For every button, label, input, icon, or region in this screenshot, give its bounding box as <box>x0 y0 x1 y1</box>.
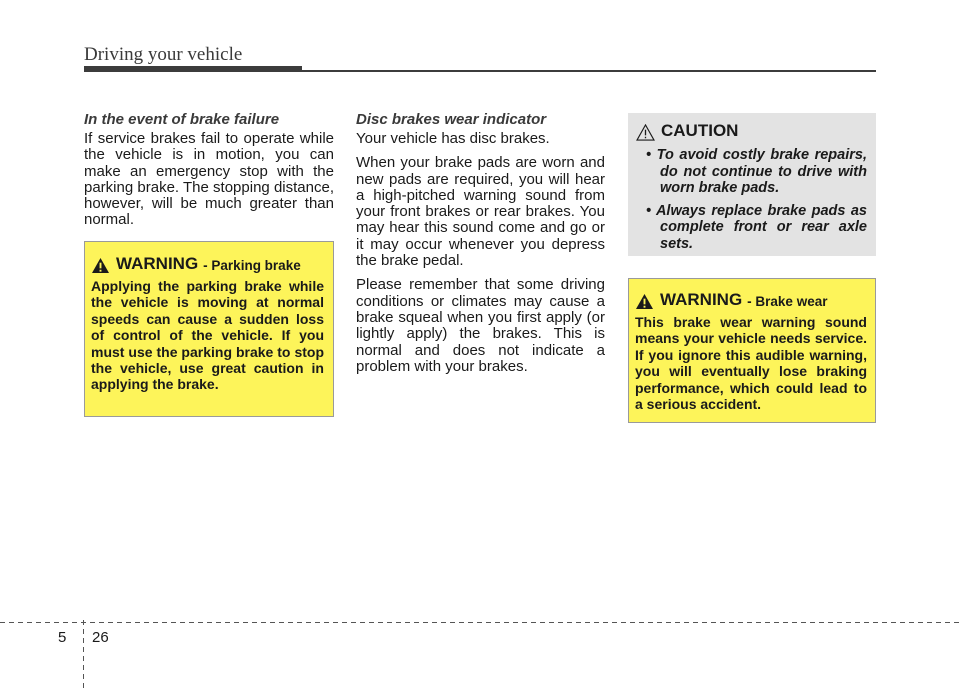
section-title: Driving your vehicle <box>84 44 243 65</box>
caution-item: • To avoid costly brake repairs, do not continue to drive with worn brake pads. <box>646 147 867 196</box>
caution-title: CAUTION <box>661 121 739 140</box>
warning-parking-subtitle: - Parking brake <box>203 258 301 273</box>
warning-wear-header <box>635 290 867 310</box>
caution-item-text: Always replace brake pads as complete front or rear axle sets. <box>655 202 867 252</box>
caution-item: • Always replace brake pads as complete front or rear axle sets. <box>646 202 867 252</box>
page-number: 26 <box>92 629 109 646</box>
disc-brake-heading: Disc brakes wear indicator <box>356 111 547 128</box>
warning-triangle-icon <box>91 257 110 274</box>
warning-parking-title: WARNING <box>116 254 199 273</box>
caution-box <box>628 113 876 256</box>
caution-list <box>636 147 867 252</box>
caution-header <box>636 121 867 141</box>
caution-item-text: To avoid costly brake repairs, do not continue to drive with worn brake pads. <box>656 147 867 196</box>
warning-parking-brake-box <box>84 241 334 417</box>
warning-wear-title: WARNING <box>660 290 743 309</box>
footer-lines <box>0 620 960 689</box>
header-rule-thick <box>84 66 302 72</box>
brake-failure-paragraph <box>84 131 334 237</box>
warning-triangle-icon <box>635 293 654 310</box>
warning-brake-wear-box <box>628 278 876 423</box>
warning-parking-header <box>91 254 324 274</box>
disc-brake-paragraph-3: Please remember that some driving conditions or climates may cause a brake squeal when you first apply (or lightly apply) the brakes. This is normal and does not indicate a problem with your brakes. <box>356 276 605 375</box>
warning-wear-body: This brake wear warning sound means your vehicle needs service. If you ignore this audible warning, you will eventually lose braking performance, which could lead to a serious accident. <box>635 314 867 413</box>
brake-failure-text: If service brakes fail to operate while the vehicle is in motion, you can make an emergency stop with the parking brake. The stopping distance, however, will be much greater than normal. <box>84 130 334 229</box>
disc-brake-paragraph-1: Your vehicle has disc brakes. <box>356 130 550 147</box>
section-number: 5 <box>58 629 67 646</box>
header-rule-thin <box>302 70 876 72</box>
disc-brake-paragraphs <box>356 131 605 383</box>
brake-failure-heading: In the event of brake failure <box>84 111 280 128</box>
warning-wear-subtitle: - Brake wear <box>747 294 828 309</box>
disc-brake-paragraph-2: When your brake pads are worn and new pads are required, you will hear a high-pitched warning sound from your front brakes or rear brakes. You may hear this sound come and go or it may occur whenever you depress the brake pedal. <box>356 154 605 270</box>
caution-triangle-icon <box>636 124 655 141</box>
warning-parking-body: Applying the parking brake while the vehicle is moving at normal speeds can cause a sudden loss of control of the vehicle. If you must use the parking brake to stop the vehicle, use great caution in applying the brake. <box>91 278 324 393</box>
